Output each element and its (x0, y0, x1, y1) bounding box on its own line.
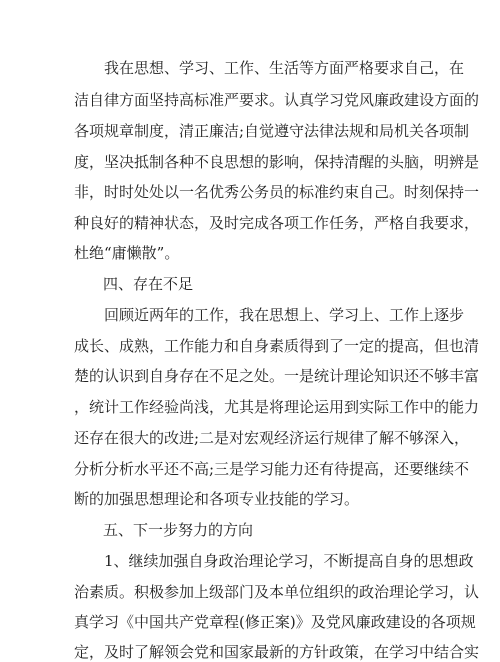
paragraph-line: 种良好的精神状态，及时完成各项工作任务，严格自我要求， (74, 214, 480, 232)
paragraph-line: 非，时时处处以一名优秀公务员的标准约束自己。时刻保持一 (74, 183, 480, 201)
paragraph-line: 断的加强思想理论和各项专业技能的学习。 (74, 490, 360, 508)
paragraph-line: 治素质。积极参加上级部门及本单位组织的政治理论学习，认 (74, 583, 480, 601)
paragraph-line: 真学习《中国共产党章程(修正案)》及党风廉政建设的各项规 (74, 613, 476, 631)
paragraph-line: 分析分析水平还不高;三是学习能力还有待提高，还要继续不 (74, 460, 470, 478)
paragraph-line: 楚的认识到自身存在不足之处。一是统计理论知识还不够丰富 (74, 367, 480, 385)
paragraph-line: 还存在很大的改进;二是对宏观经济运行规律了解不够深入， (74, 429, 470, 447)
section-heading: 五、下一步努力的方向 (103, 521, 254, 539)
paragraph-line: 回顾近两年的工作，我在思想上、学习上、工作上逐步 (104, 306, 465, 324)
paragraph-line: 杜绝“庸懒散”。 (74, 244, 180, 262)
paragraph-line: ，统计工作经验尚浅，尤其是将理论运用到实际工作中的能力 (74, 398, 480, 416)
section-heading: 四、存在不足 (103, 275, 194, 293)
paragraph-line: 定，及时了解领会党和国家最新的方针政策，在学习中结合实 (74, 643, 480, 661)
paragraph-line: 洁自律方面坚持高标准严要求。认真学习党风廉政建设方面的 (74, 91, 480, 109)
paragraph-line: 我在思想、学习、工作、生活等方面严格要求自己，在 (104, 59, 465, 77)
paragraph-line: 度，坚决抵制各种不良思想的影响，保持清醒的头脑，明辨是 (74, 153, 480, 171)
paragraph-line: 1、继续加强自身政治理论学习，不断提高自身的思想政 (104, 552, 474, 570)
paragraph-line: 成长、成熟，工作能力和自身素质得到了一定的提高，但也清 (74, 337, 480, 355)
paragraph-line: 各项规章制度，清正廉洁;自觉遵守法律法规和局机关各项制 (74, 122, 470, 140)
